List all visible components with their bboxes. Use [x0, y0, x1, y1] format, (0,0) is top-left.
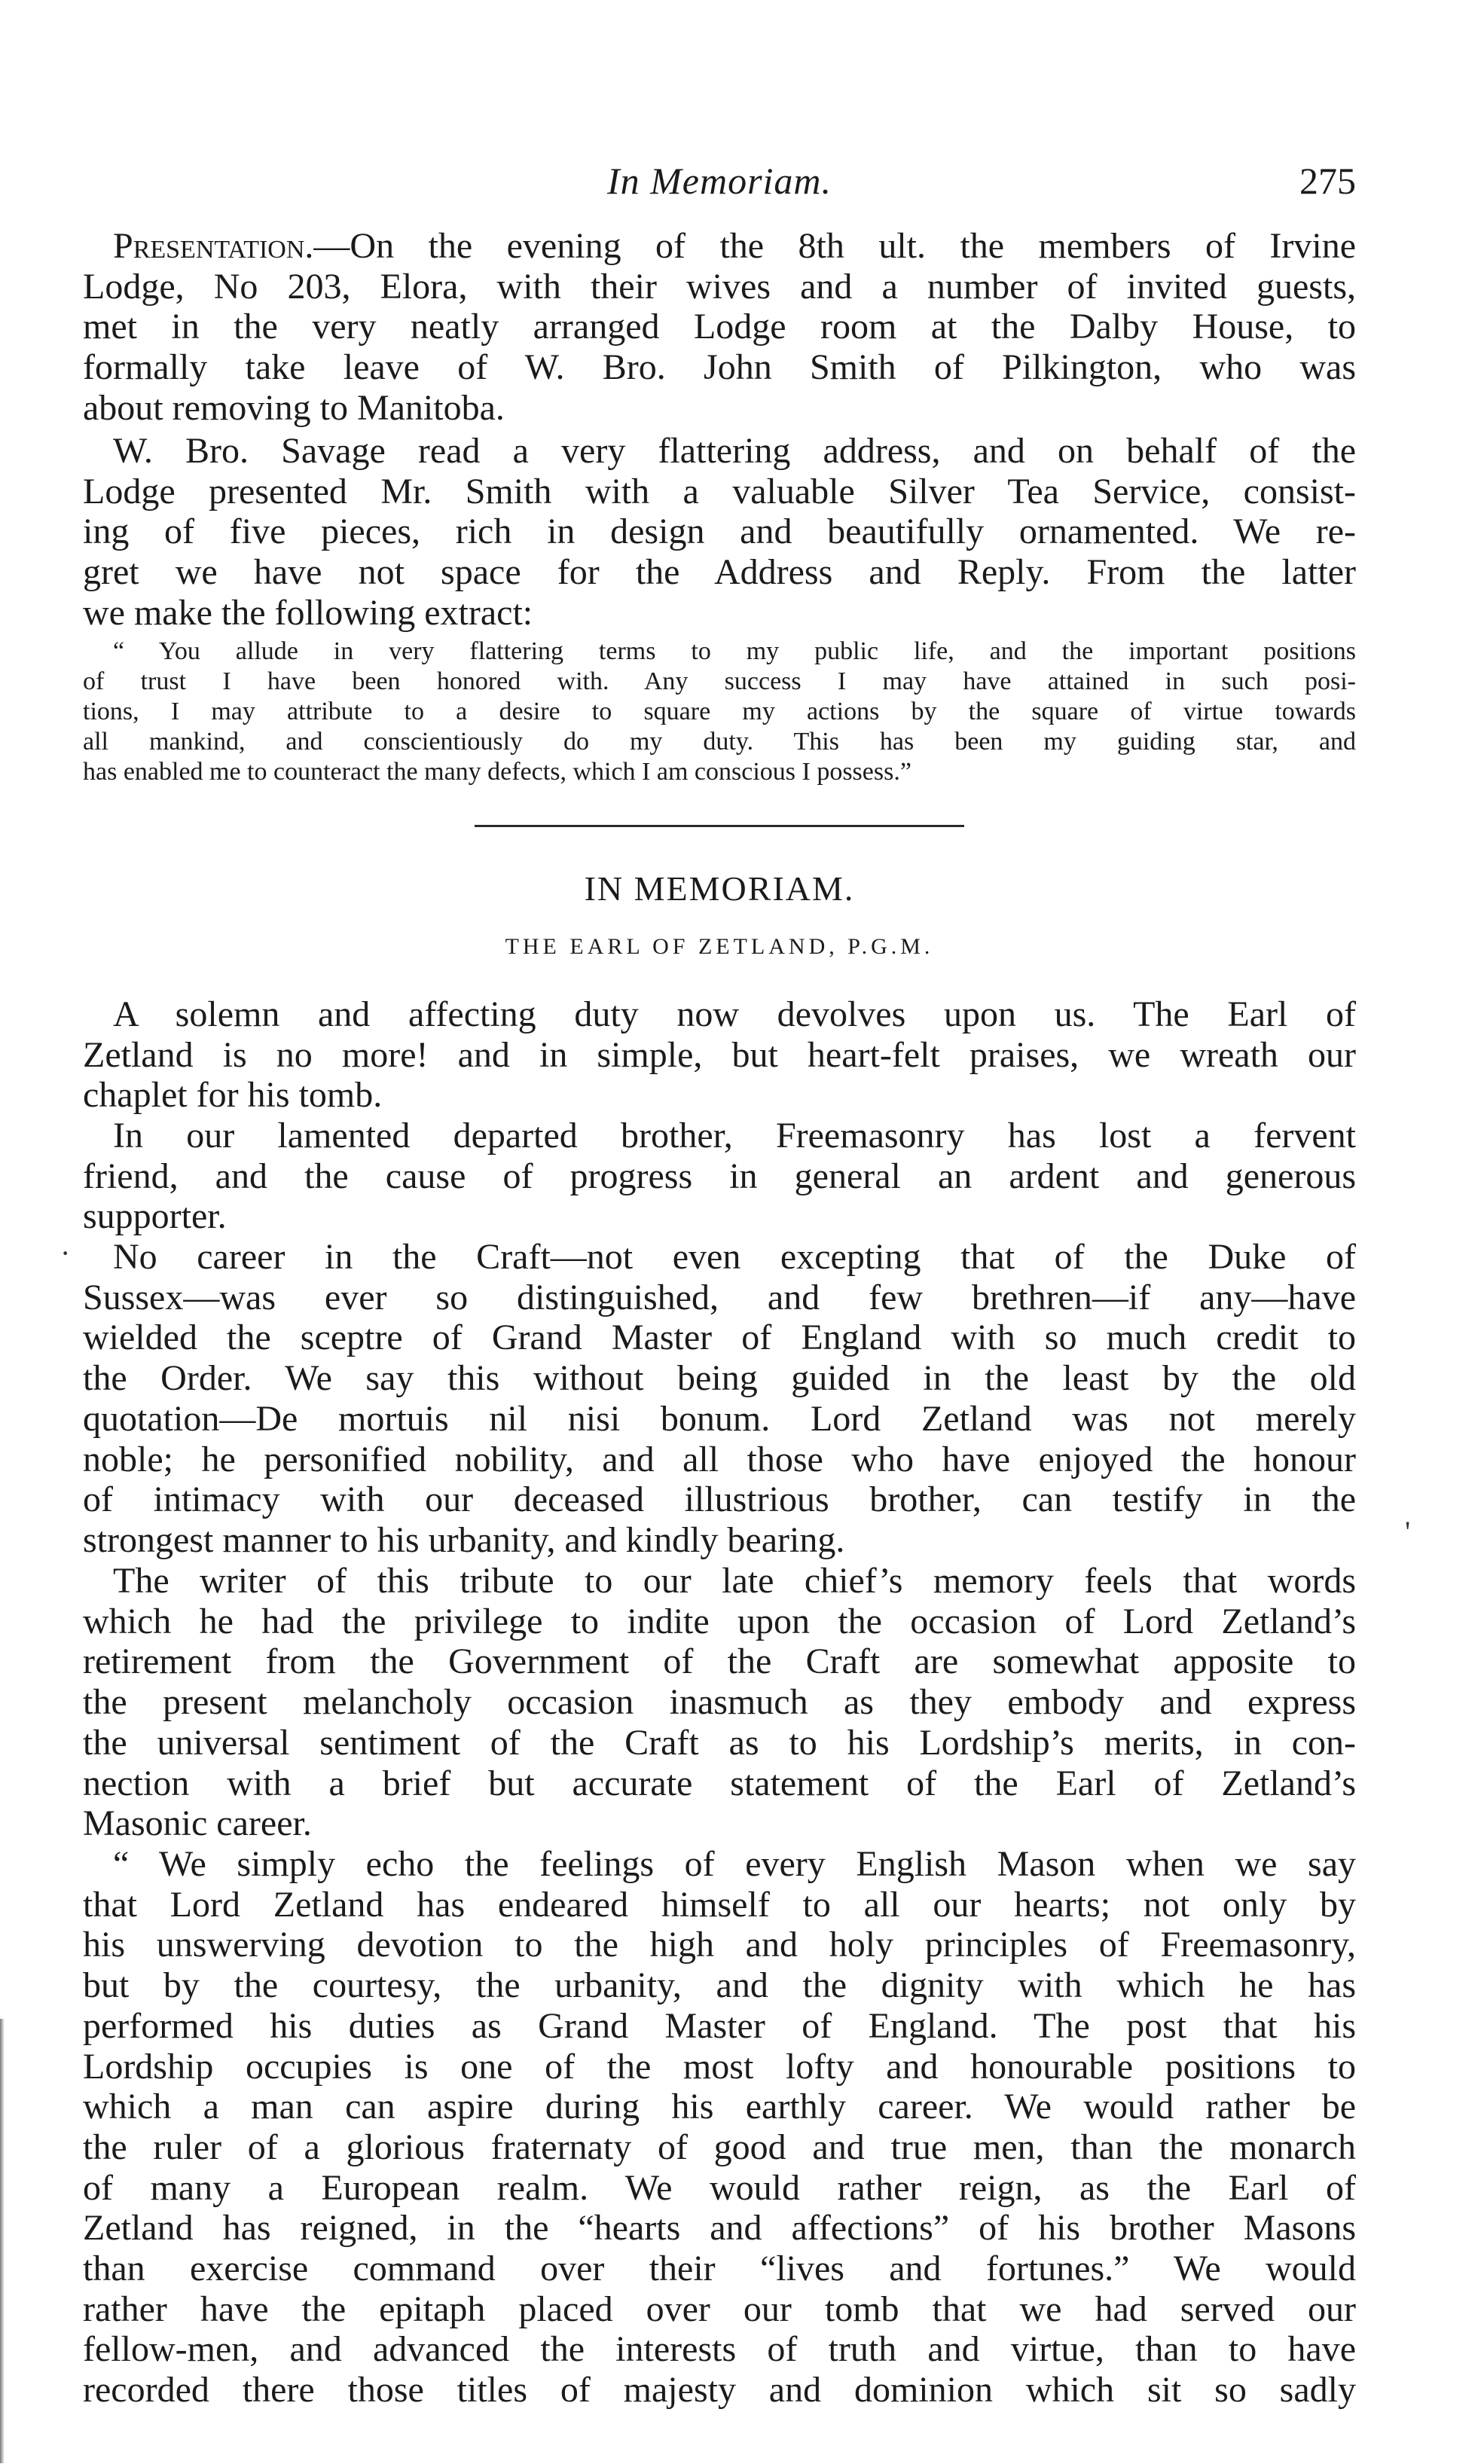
- text-line: “ We simply echo the feelings of every English Mason when we say: [113, 1844, 1356, 1884]
- text-line: met in the very neatly arranged Lodge room at the Dalby House, to: [83, 307, 1356, 347]
- text-line: Masonic career.: [83, 1803, 312, 1844]
- text-line: Lodge presented Mr. Smith with a valuable Silver Tea Service, consist-: [83, 471, 1356, 511]
- quote-line: all mankind, and conscientiously do my duty. This has been my guiding star, and: [83, 728, 1356, 756]
- section-subtitle: THE EARL OF ZETLAND, P.G.M.: [505, 934, 934, 959]
- text-line: the ruler of a glorious fraternaty of good and true men, than the monarch: [83, 2127, 1356, 2167]
- text-line: In our lamented departed brother, Freemasonry has lost a fervent: [113, 1116, 1356, 1156]
- text-line: of many a European realm. We would rather reign, as the Earl of: [83, 2167, 1356, 2208]
- running-head: [83, 154, 1356, 207]
- margin-speck: ': [1405, 1515, 1411, 1549]
- text-line: which a man can aspire during his earthly career. We would rather be: [83, 2087, 1356, 2127]
- presentation-paragraph: [83, 226, 1356, 429]
- quote-line: “ You allude in very flattering terms to my public life, and the important positions: [113, 637, 1356, 665]
- text-line: nection with a brief but accurate statement of the Earl of Zetland’s: [83, 1763, 1356, 1803]
- text-line: about removing to Manitoba.: [83, 387, 505, 428]
- text-line: formally take leave of W. Bro. John Smith of Pilkington, who was: [83, 347, 1356, 388]
- text-line: quotation—De mortuis nil nisi bonum. Lord Zetland was not merely: [83, 1398, 1356, 1439]
- text-line: noble; he personified nobility, and all those who have enjoyed the honour: [83, 1439, 1356, 1479]
- text-line: [83, 226, 1356, 267]
- quote-line: has enabled me to counteract the many defects, which I am conscious I possess.”: [83, 758, 911, 786]
- text-line: of intimacy with our deceased illustrious brother, can testify in the: [83, 1479, 1356, 1520]
- memoriam-paragraph-5: [83, 1844, 1356, 2411]
- text-line: strongest manner to his urbanity, and kindly bearing.: [83, 1519, 845, 1560]
- presentation-paragraph-2: [83, 431, 1356, 634]
- page-number: 275: [1299, 160, 1356, 202]
- text-line: the Order. We say this without being guided in the least by the old: [83, 1358, 1356, 1399]
- text-line: friend, and the cause of progress in general an ardent and generous: [83, 1156, 1356, 1196]
- text-line: performed his duties as Grand Master of England. The post that his: [83, 2005, 1356, 2046]
- text-line: that Lord Zetland has endeared himself to all our hearts; not only by: [83, 1884, 1356, 1925]
- text-line: the universal sentiment of the Craft as to his Lordship’s merits, in con-: [83, 1722, 1356, 1763]
- text-line: rather have the epitaph placed over our tomb that we had served our: [83, 2288, 1356, 2329]
- text-line-content: —On the evening of the 8th ult. the members of Irvine: [313, 226, 1356, 266]
- text-line: No career in the Craft—not even excepting that of the Duke of: [113, 1237, 1356, 1277]
- text-line: gret we have not space for the Address and Reply. From the latter: [83, 552, 1356, 593]
- memoriam-paragraph-3: [83, 1237, 1356, 1561]
- quoted-extract: [83, 637, 1356, 787]
- section-divider: [475, 825, 964, 827]
- text-line: supporter.: [83, 1196, 227, 1237]
- text-line: ing of five pieces, rich in design and beautifully ornamented. We re-: [83, 511, 1356, 552]
- quote-line: of trust I have been honored with. Any success I may have attained in such posi-: [83, 667, 1356, 695]
- text-line: his unswerving devotion to the high and holy principles of Freemasonry,: [83, 1925, 1356, 1965]
- text-line: Sussex—was ever so distinguished, and few brethren—if any—have: [83, 1277, 1356, 1317]
- text-line: fellow-men, and advanced the interests of truth and virtue, than to have: [83, 2329, 1356, 2370]
- text-line: Lordship occupies is one of the most lofty and honourable positions to: [83, 2046, 1356, 2087]
- text-line: Zetland has reigned, in the “hearts and affections” of his brother Masons: [83, 2208, 1356, 2249]
- text-line: Zetland is no more! and in simple, but heart-felt praises, we wreath our: [83, 1034, 1356, 1075]
- text-line: which he had the privilege to indite upon the occasion of Lord Zetland’s: [83, 1601, 1356, 1641]
- text-line: recorded there those titles of majesty and dominion which sit so sadly: [83, 2370, 1356, 2411]
- binding-gutter-shadow: [0, 2019, 5, 2463]
- text-line: but by the courtesy, the urbanity, and the dignity with which he has: [83, 1965, 1356, 2006]
- presentation-lead: Presentation.: [113, 226, 314, 266]
- text-line: A solemn and affecting duty now devolves upon us. The Earl of: [113, 994, 1356, 1034]
- text-line: wielded the sceptre of Grand Master of England with so much credit to: [83, 1317, 1356, 1358]
- memoriam-paragraph-4: [83, 1561, 1356, 1844]
- text-line: Lodge, No 203, Elora, with their wives and a number of invited guests,: [83, 266, 1356, 307]
- text-line: the present melancholy occasion inasmuch as they embody and express: [83, 1682, 1356, 1723]
- text-line: retirement from the Government of the Craft are somewhat apposite to: [83, 1641, 1356, 1682]
- section-title: IN MEMORIAM.: [584, 869, 855, 908]
- text-line: we make the following extract:: [83, 592, 533, 633]
- running-title: In Memoriam.: [606, 160, 832, 202]
- memoriam-paragraph-1: [83, 994, 1356, 1116]
- quote-line: tions, I may attribute to a desire to square my actions by the square of virtue towards: [83, 698, 1356, 725]
- margin-speck: ·: [60, 1236, 71, 1270]
- text-line: W. Bro. Savage read a very flattering address, and on behalf of the: [113, 431, 1356, 471]
- text-line: chaplet for his tomb.: [83, 1075, 383, 1116]
- text-line: than exercise command over their “lives and fortunes.” We would: [83, 2249, 1356, 2289]
- text-line: The writer of this tribute to our late chief’s memory feels that words: [113, 1561, 1356, 1601]
- memoriam-paragraph-2: [83, 1116, 1356, 1237]
